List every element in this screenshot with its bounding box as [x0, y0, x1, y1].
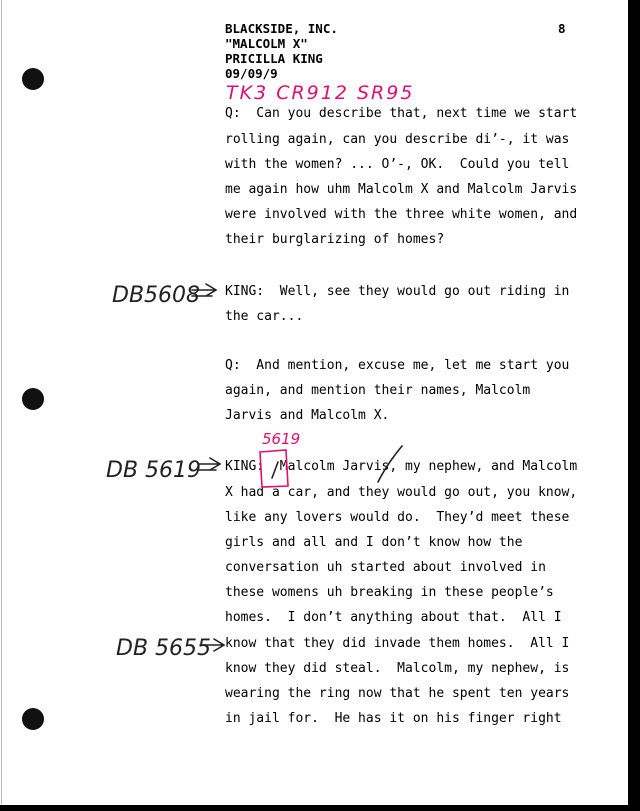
company-name: BLACKSIDE, INC.: [225, 21, 338, 36]
interview-date: 09/09/9: [225, 66, 278, 81]
transcript-line: know they did steal. Malcolm, my nephew, is: [225, 661, 570, 676]
transcript-line: these womens uh breaking in these people’s: [225, 585, 554, 600]
page-number: 8: [558, 21, 566, 36]
interviewee-name: PRICILLA KING: [225, 51, 323, 66]
transcript-line: Q: Can you describe that, next time we start: [225, 106, 578, 121]
slash-mark: [272, 462, 278, 478]
arrow-icon: [192, 284, 216, 296]
inline-timecode-marker: 5619: [262, 430, 301, 448]
arrow-icon: [200, 639, 224, 651]
transcript-line: again, and mention their names, Malcolm: [225, 383, 531, 398]
transcript-line: rolling again, can you describe di’-, it was: [225, 132, 570, 147]
transcript-line: the car...: [225, 309, 304, 324]
transcript-line: conversation uh started about involved in: [225, 560, 546, 575]
tape-code-annotation: TK3 CR912 SR95: [226, 82, 415, 104]
arrow-icon: [198, 458, 220, 470]
transcript-line: were involved with the three white women, and: [225, 207, 578, 222]
timecode-marker: DB5608: [112, 283, 201, 308]
transcript-line: know that they did invade them homes. All I: [225, 636, 570, 651]
transcript-line: in jail for. He has it on his finger right: [225, 711, 562, 726]
transcript-line: like any lovers would do. They’d meet these: [225, 510, 570, 525]
red-bracket-box: [260, 450, 288, 487]
transcript-line: KING: Well, see they would go out riding in: [225, 284, 570, 299]
transcript-line: X had a car, and they would go out, you know,: [225, 485, 578, 500]
transcript-line: Q: And mention, excuse me, let me start you: [225, 358, 570, 373]
film-title: "MALCOLM X": [225, 36, 308, 51]
transcript-line: Jarvis and Malcolm X.: [225, 408, 390, 423]
transcript-line: me again how uhm Malcolm X and Malcolm Jarvis: [225, 182, 578, 197]
transcript-line: with the women? ... O’-, OK. Could you tell: [225, 157, 570, 172]
timecode-marker: DB 5655: [116, 636, 212, 661]
timecode-marker: DB 5619: [106, 458, 202, 483]
transcript-line: girls and all and I don’t know how the: [225, 535, 523, 550]
transcript-line: KING: Malcolm Jarvis, my nephew, and Malcolm: [225, 459, 578, 474]
slash-mark: [378, 446, 402, 482]
transcript-line: their burglarizing of homes?: [225, 232, 445, 247]
transcript-line: homes. I don’t anything about that. All I: [225, 610, 562, 625]
transcript-line: wearing the ring now that he spent ten years: [225, 686, 570, 701]
